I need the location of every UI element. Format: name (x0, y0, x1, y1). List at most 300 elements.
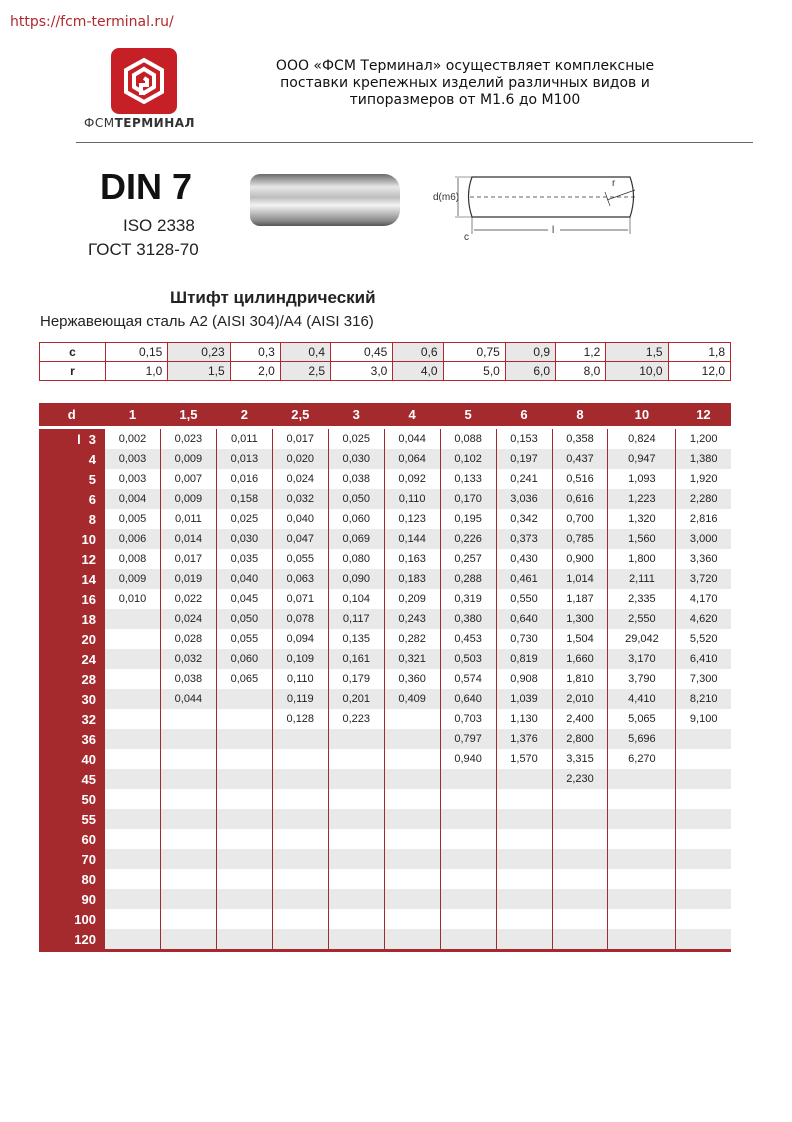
mass-cell: 0,063 (272, 569, 328, 589)
mass-cell: 0,640 (440, 689, 496, 709)
mass-cell: 0,055 (216, 629, 272, 649)
table-row (39, 449, 731, 469)
mass-cell: 2,230 (552, 769, 608, 789)
table-row (39, 669, 731, 689)
mass-cell: 0,020 (272, 449, 328, 469)
length-value: 45 (81, 771, 96, 787)
length-value: 6 (88, 491, 96, 507)
mass-cell (676, 789, 731, 809)
mass-cell (216, 929, 272, 951)
mass-cell (328, 749, 384, 769)
mass-cell (496, 909, 552, 929)
mass-cell (384, 889, 440, 909)
diameter-header: 3 (328, 403, 384, 428)
mass-cell: 0,032 (160, 649, 216, 669)
pin-photo (250, 174, 400, 226)
cr-cell: 0,45 (331, 343, 393, 362)
mass-cell: 0,453 (440, 629, 496, 649)
mass-cell: 0,550 (496, 589, 552, 609)
cr-cell: 1,5 (606, 343, 668, 362)
mass-cell: 0,069 (328, 529, 384, 549)
mass-cell: 0,065 (216, 669, 272, 689)
length-value: 10 (81, 531, 96, 547)
mass-cell: 4,410 (608, 689, 676, 709)
mass-cell: 0,092 (384, 469, 440, 489)
mass-cell (160, 929, 216, 951)
mass-cell: 0,102 (440, 449, 496, 469)
mass-cell (216, 829, 272, 849)
mass-cell: 0,002 (105, 428, 161, 450)
length-value: 14 (81, 571, 96, 587)
mass-cell: 1,504 (552, 629, 608, 649)
cr-cell: 4,0 (393, 362, 443, 381)
mass-cell (105, 909, 161, 929)
mass-cell (105, 829, 161, 849)
length-value: 32 (81, 711, 96, 727)
mass-cell (105, 709, 161, 729)
mass-cell: 0,288 (440, 569, 496, 589)
length-value: 60 (81, 831, 96, 847)
mass-cell: 3,170 (608, 649, 676, 669)
header-row (39, 403, 731, 428)
mass-cell: 3,000 (676, 529, 731, 549)
mass-cell (105, 789, 161, 809)
length-label (39, 869, 105, 889)
mass-cell (272, 789, 328, 809)
cr-cell: 8,0 (556, 362, 606, 381)
mass-cell: 2,335 (608, 589, 676, 609)
mass-cell (160, 709, 216, 729)
mass-cell (105, 629, 161, 649)
mass-cell (608, 889, 676, 909)
mass-cell (216, 769, 272, 789)
table-row (39, 749, 731, 769)
mass-cell: 0,380 (440, 609, 496, 629)
mass-cell (608, 809, 676, 829)
mass-cell: 2,400 (552, 709, 608, 729)
mass-cell: 1,660 (552, 649, 608, 669)
length-label (39, 889, 105, 909)
mass-cell (272, 749, 328, 769)
mass-cell: 0,078 (272, 609, 328, 629)
mass-cell: 3,315 (552, 749, 608, 769)
mass-cell (328, 809, 384, 829)
mass-cell: 0,908 (496, 669, 552, 689)
mass-cell: 0,153 (496, 428, 552, 450)
mass-cell: 0,461 (496, 569, 552, 589)
mass-cell: 1,570 (496, 749, 552, 769)
mass-cell (105, 669, 161, 689)
mass-cell: 0,409 (384, 689, 440, 709)
mass-cell (440, 769, 496, 789)
mass-cell: 1,320 (608, 509, 676, 529)
length-label (39, 669, 105, 689)
mass-cell: 0,003 (105, 469, 161, 489)
mass-cell (160, 729, 216, 749)
mass-cell: 1,187 (552, 589, 608, 609)
mass-cell: 0,022 (160, 589, 216, 609)
cr-cell: 5,0 (443, 362, 505, 381)
length-label (39, 529, 105, 549)
cr-cell: 0,9 (505, 343, 555, 362)
diameter-header: 2 (216, 403, 272, 428)
mass-cell (216, 729, 272, 749)
mass-cell (384, 869, 440, 889)
diameter-header: 4 (384, 403, 440, 428)
mass-cell (608, 789, 676, 809)
mass-cell (496, 869, 552, 889)
mass-cell: 0,008 (105, 549, 161, 569)
mass-cell: 0,040 (216, 569, 272, 589)
mass-cell (384, 829, 440, 849)
intro-line: типоразмеров от М1.6 до М100 (349, 92, 581, 108)
mass-cell (160, 849, 216, 869)
length-value: 5 (88, 471, 96, 487)
mass-cell: 3,036 (496, 489, 552, 509)
mass-cell: 2,550 (608, 609, 676, 629)
mass-cell: 0,004 (105, 489, 161, 509)
mass-cell: 0,197 (496, 449, 552, 469)
mass-cell (676, 909, 731, 929)
mass-cell: 0,028 (160, 629, 216, 649)
mass-cell: 0,158 (216, 489, 272, 509)
diameter-header: 1,5 (160, 403, 216, 428)
length-label: l (552, 225, 555, 236)
mass-cell: 0,003 (105, 449, 161, 469)
mass-cell (272, 869, 328, 889)
mass-cell (440, 789, 496, 809)
mass-cell: 0,703 (440, 709, 496, 729)
mass-cell: 0,209 (384, 589, 440, 609)
mass-cell: 0,437 (552, 449, 608, 469)
mass-cell: 0,090 (328, 569, 384, 589)
mass-cell (105, 929, 161, 951)
mass-cell (496, 829, 552, 849)
mass-cell: 0,161 (328, 649, 384, 669)
mass-cell (328, 869, 384, 889)
mass-cell (328, 789, 384, 809)
mass-cell (552, 789, 608, 809)
length-label (39, 489, 105, 509)
mass-cell: 0,060 (216, 649, 272, 669)
mass-cell: 4,170 (676, 589, 731, 609)
length-value: 40 (81, 751, 96, 767)
length-value: 36 (81, 731, 96, 747)
mass-cell: 0,201 (328, 689, 384, 709)
mass-cell: 0,342 (496, 509, 552, 529)
mass-cell: 0,163 (384, 549, 440, 569)
mass-cell: 0,064 (384, 449, 440, 469)
mass-cell (105, 889, 161, 909)
length-value: 18 (81, 611, 96, 627)
cr-cell: 3,0 (331, 362, 393, 381)
mass-cell: 1,920 (676, 469, 731, 489)
length-value: 3 (88, 431, 96, 447)
length-value: 28 (81, 671, 96, 687)
mass-cell: 6,410 (676, 649, 731, 669)
mass-cell: 0,009 (160, 449, 216, 469)
mass-cell (216, 849, 272, 869)
mass-cell (384, 929, 440, 951)
mass-cell (496, 769, 552, 789)
mass-cell (105, 649, 161, 669)
mass-cell (440, 909, 496, 929)
mass-cell: 0,009 (160, 489, 216, 509)
mass-cell (328, 909, 384, 929)
mass-cell (216, 809, 272, 829)
mass-cell (552, 889, 608, 909)
mass-cell: 5,520 (676, 629, 731, 649)
mass-cell: 1,039 (496, 689, 552, 709)
length-value: 120 (74, 931, 96, 947)
diameter-header: 1 (105, 403, 161, 428)
mass-cell: 1,223 (608, 489, 676, 509)
table-row (39, 469, 731, 489)
mass-cell: 0,223 (328, 709, 384, 729)
mass-cell: 0,183 (384, 569, 440, 589)
mass-cell: 3,360 (676, 549, 731, 569)
cr-row-r (40, 362, 731, 381)
mass-cell (105, 769, 161, 789)
length-value: 24 (81, 651, 96, 667)
mass-cell (384, 849, 440, 869)
mass-cell: 1,376 (496, 729, 552, 749)
mass-cell: 0,104 (328, 589, 384, 609)
length-label (39, 809, 105, 829)
mass-cell (272, 909, 328, 929)
cr-cell: 2,5 (280, 362, 330, 381)
diameter-header: 2,5 (272, 403, 328, 428)
mass-cell: 1,093 (608, 469, 676, 489)
mass-cell: 0,947 (608, 449, 676, 469)
mass-cell: 1,200 (676, 428, 731, 450)
mass-cell: 0,024 (160, 609, 216, 629)
length-value: 80 (81, 871, 96, 887)
mass-cell (216, 689, 272, 709)
length-label (39, 829, 105, 849)
mass-cell: 0,516 (552, 469, 608, 489)
mass-cell: 0,358 (552, 428, 608, 450)
mass-cell: 0,023 (160, 428, 216, 450)
mass-cell (105, 749, 161, 769)
length-label (39, 449, 105, 469)
mass-cell: 0,940 (440, 749, 496, 769)
mass-cell (160, 869, 216, 889)
length-label (39, 549, 105, 569)
length-value: 55 (81, 811, 96, 827)
mass-cell (676, 809, 731, 829)
mass-cell (328, 849, 384, 869)
corner-label: d (39, 403, 105, 428)
mass-cell: 0,040 (272, 509, 328, 529)
product-title: Штифт цилиндрический (170, 288, 376, 307)
mass-cell (676, 829, 731, 849)
length-label (39, 428, 105, 450)
mass-cell: 0,019 (160, 569, 216, 589)
mass-cell: 0,179 (328, 669, 384, 689)
company-intro (255, 58, 675, 109)
mass-cell (608, 769, 676, 789)
mass-cell (676, 869, 731, 889)
row-label: c (40, 343, 106, 362)
iso-standard: ISO 2338 (123, 216, 195, 235)
table-row (39, 529, 731, 549)
mass-cell: 0,730 (496, 629, 552, 649)
mass-cell (440, 889, 496, 909)
length-value: 90 (81, 891, 96, 907)
mass-cell: 0,282 (384, 629, 440, 649)
cr-cell: 0,75 (443, 343, 505, 362)
mass-cell: 2,280 (676, 489, 731, 509)
mass-cell: 0,824 (608, 428, 676, 450)
mass-cell: 3,720 (676, 569, 731, 589)
mass-cell: 0,009 (105, 569, 161, 589)
mass-cell: 0,016 (216, 469, 272, 489)
mass-cell (608, 929, 676, 951)
mass-cell (328, 769, 384, 789)
mass-cell (272, 929, 328, 951)
table-row (39, 909, 731, 929)
site-link[interactable]: https://fcm-terminal.ru/ (10, 14, 174, 30)
mass-cell: 0,373 (496, 529, 552, 549)
cr-cell: 0,3 (230, 343, 280, 362)
divider (76, 142, 753, 143)
table-row (39, 649, 731, 669)
cr-cell: 10,0 (606, 362, 668, 381)
diameter-header: 8 (552, 403, 608, 428)
cr-cell: 0,6 (393, 343, 443, 362)
mass-cell: 9,100 (676, 709, 731, 729)
mass-cell: 1,130 (496, 709, 552, 729)
mass-cell: 0,144 (384, 529, 440, 549)
mass-cell (328, 729, 384, 749)
length-value: 20 (81, 631, 96, 647)
mass-cell (676, 729, 731, 749)
mass-cell: 1,810 (552, 669, 608, 689)
mass-cell: 0,110 (272, 669, 328, 689)
table-row (39, 869, 731, 889)
diameter-label: d(m6) (433, 192, 460, 203)
mass-cell: 0,045 (216, 589, 272, 609)
mass-cell (328, 889, 384, 909)
mass-cell: 0,123 (384, 509, 440, 529)
mass-cell: 0,094 (272, 629, 328, 649)
mass-cell: 0,360 (384, 669, 440, 689)
table-row (39, 629, 731, 649)
mass-cell: 0,006 (105, 529, 161, 549)
mass-cell (496, 809, 552, 829)
mass-cell (272, 889, 328, 909)
mass-cell (272, 809, 328, 829)
table-row (39, 509, 731, 529)
length-label (39, 649, 105, 669)
mass-cell: 0,117 (328, 609, 384, 629)
length-value: 70 (81, 851, 96, 867)
material-subtitle: Нержавеющая сталь А2 (AISI 304)/А4 (AISI 316) (40, 313, 374, 330)
mass-cell (552, 929, 608, 951)
mass-cell: 0,007 (160, 469, 216, 489)
mass-cell: 0,574 (440, 669, 496, 689)
length-label (39, 589, 105, 609)
mass-cell: 0,038 (160, 669, 216, 689)
mass-cell: 0,038 (328, 469, 384, 489)
mass-cell (552, 869, 608, 889)
mass-cell (384, 789, 440, 809)
mass-cell (440, 929, 496, 951)
mass-cell (440, 809, 496, 829)
table-row (39, 609, 731, 629)
length-label (39, 909, 105, 929)
length-value: 16 (81, 591, 96, 607)
mass-cell (676, 769, 731, 789)
mass-cell: 0,047 (272, 529, 328, 549)
mass-cell: 4,620 (676, 609, 731, 629)
mass-cell (384, 729, 440, 749)
table-row (39, 789, 731, 809)
diameter-header: 10 (608, 403, 676, 428)
gost-standard: ГОСТ 3128-70 (88, 240, 199, 259)
mass-cell: 29,042 (608, 629, 676, 649)
mass-cell (328, 829, 384, 849)
mass-cell (384, 769, 440, 789)
mass-cell: 0,110 (384, 489, 440, 509)
mass-cell: 3,790 (608, 669, 676, 689)
length-label (39, 749, 105, 769)
mass-cell: 0,503 (440, 649, 496, 669)
mass-cell: 0,050 (216, 609, 272, 629)
mass-cell: 0,024 (272, 469, 328, 489)
mass-cell: 0,050 (328, 489, 384, 509)
mass-cell (384, 909, 440, 929)
mass-cell: 0,226 (440, 529, 496, 549)
mass-cell: 7,300 (676, 669, 731, 689)
mass-cell: 0,030 (328, 449, 384, 469)
mass-cell (384, 809, 440, 829)
mass-cell: 0,055 (272, 549, 328, 569)
mass-cell: 0,044 (384, 428, 440, 450)
mass-cell (216, 889, 272, 909)
mass-cell (496, 789, 552, 809)
cr-cell: 0,4 (280, 343, 330, 362)
table-row (39, 829, 731, 849)
table-row (39, 689, 731, 709)
cr-cell: 0,15 (106, 343, 168, 362)
mass-cell: 0,321 (384, 649, 440, 669)
mass-cell: 1,380 (676, 449, 731, 469)
mass-cell (105, 809, 161, 829)
mass-cell: 0,241 (496, 469, 552, 489)
mass-cell: 0,025 (216, 509, 272, 529)
mass-cell (216, 789, 272, 809)
mass-cell: 0,797 (440, 729, 496, 749)
mass-cell: 0,128 (272, 709, 328, 729)
intro-line: ООО «ФСМ Терминал» осуществляет комплексные (275, 58, 655, 74)
mass-cell: 0,430 (496, 549, 552, 569)
row-label: r (40, 362, 106, 381)
length-label (39, 849, 105, 869)
mass-cell: 0,170 (440, 489, 496, 509)
table-row (39, 889, 731, 909)
mass-cell (552, 849, 608, 869)
chamfer-label: c (464, 232, 469, 243)
mass-cell: 0,030 (216, 529, 272, 549)
mass-cell (496, 889, 552, 909)
cr-cell: 12,0 (668, 362, 730, 381)
mass-cell: 0,010 (105, 589, 161, 609)
length-label (39, 509, 105, 529)
length-label (39, 469, 105, 489)
mass-cell: 0,014 (160, 529, 216, 549)
